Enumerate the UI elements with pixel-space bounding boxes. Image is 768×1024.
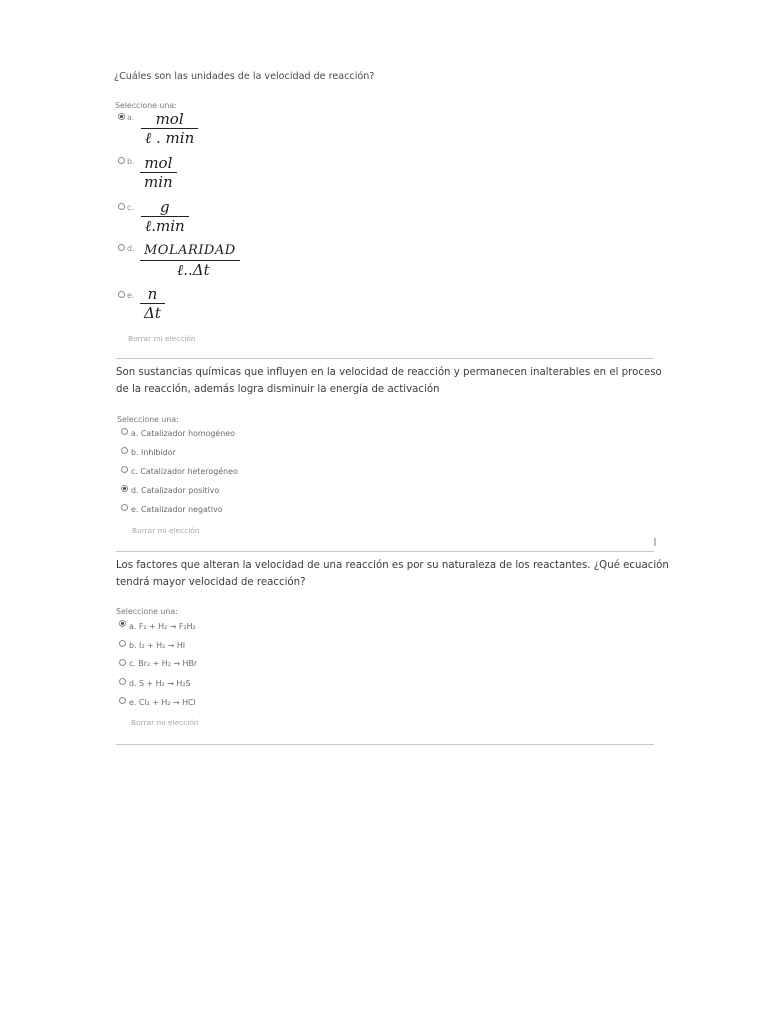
option-b-radio[interactable] [118, 157, 125, 164]
option-c-radio[interactable] [118, 203, 125, 210]
option-b-label[interactable]: b. I₂ + H₂ → HI [129, 641, 186, 650]
option-d-letter: d. [127, 244, 135, 253]
option-a-letter: a. [127, 113, 135, 122]
option-e-radio[interactable] [121, 504, 128, 511]
question-3-line-1: Los factores que alteran la velocidad de una reacción es por su naturaleza de los reactantes. ¿Qué ecuación [116, 560, 669, 571]
option-d-fraction[interactable] [140, 242, 240, 280]
option-b-denominator: min [144, 173, 173, 191]
separator [116, 551, 654, 552]
question-2-line-2: de la reacción, además logra disminuir la energía de activación [116, 384, 440, 395]
option-d-radio[interactable] [118, 244, 125, 251]
option-c-label[interactable]: c. Br₂ + H₂ → HBr [129, 659, 198, 668]
option-d-label[interactable]: d. S + H₂ → H₂S [129, 679, 191, 688]
option-c-radio[interactable] [119, 659, 126, 666]
question-1-text: ¿Cuáles son las unidades de la velocidad de reacción? [114, 71, 375, 82]
option-a-radio[interactable] [119, 620, 126, 627]
question-2-line-1: Son sustancias químicas que influyen en la velocidad de reacción y permanecen inalterables en el proceso [116, 367, 662, 378]
option-a-denominator: ℓ . min [145, 129, 195, 147]
option-e-radio[interactable] [119, 697, 126, 704]
question-3-line-2: tendrá mayor velocidad de reacción? [116, 577, 306, 588]
option-b-radio[interactable] [119, 640, 126, 647]
option-b-letter: b. [127, 157, 135, 166]
clear-choice-link[interactable]: Borrar mi elección [132, 526, 200, 535]
option-e-label[interactable]: e. Catalizador negativo [131, 505, 223, 514]
option-d-denominator: ℓ..Δt [177, 261, 210, 279]
option-b-numerator: mol [144, 154, 173, 172]
option-a-label[interactable]: a. Catalizador homogéneo [131, 429, 235, 438]
option-b-fraction[interactable] [140, 154, 177, 192]
option-c-fraction[interactable] [141, 198, 189, 236]
option-d-label[interactable]: d. Catalizador positivo [131, 486, 220, 495]
option-c-label[interactable]: c. Catalizador heterogéneo [131, 467, 238, 476]
option-e-radio[interactable] [118, 291, 125, 298]
scroll-marker [654, 538, 656, 546]
option-d-numerator: MOLARIDAD [144, 243, 236, 258]
option-e-fraction[interactable] [140, 285, 165, 323]
select-one-label: Seleccione una: [117, 415, 179, 424]
option-c-letter: c. [127, 203, 134, 212]
option-e-denominator: Δt [144, 304, 161, 322]
option-c-radio[interactable] [121, 466, 128, 473]
option-a-radio[interactable] [121, 428, 128, 435]
separator [116, 358, 654, 359]
clear-choice-link[interactable]: Borrar mi elección [131, 718, 199, 727]
option-b-label[interactable]: b. Inhibidor [131, 448, 176, 457]
option-d-radio[interactable] [119, 678, 126, 685]
option-e-numerator: n [147, 285, 158, 303]
option-a-label[interactable]: a. F₂ + H₂ → F₂H₂ [129, 622, 196, 631]
option-c-numerator: g [160, 198, 170, 216]
option-e-letter: e. [127, 291, 135, 300]
option-a-numerator: mol [155, 110, 184, 128]
option-e-label[interactable]: e. Cl₂ + H₂ → HCl [129, 698, 196, 707]
select-one-label: Seleccione una: [115, 101, 177, 110]
option-b-radio[interactable] [121, 447, 128, 454]
clear-choice-link[interactable]: Borrar mi elección [128, 334, 196, 343]
option-c-denominator: ℓ.min [145, 217, 185, 235]
option-a-radio[interactable] [118, 113, 125, 120]
option-d-radio[interactable] [121, 485, 128, 492]
option-a-fraction[interactable] [141, 110, 198, 148]
select-one-label: Seleccione una: [116, 607, 178, 616]
separator [116, 744, 654, 745]
